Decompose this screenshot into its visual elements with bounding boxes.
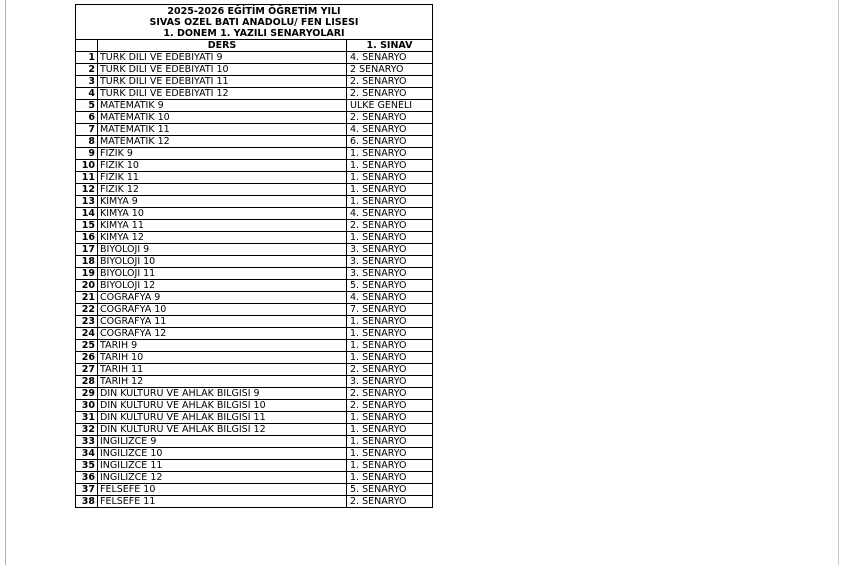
table-row [76, 280, 433, 292]
page-edge-left [5, 0, 6, 565]
course-name: MATEMATİK 12 [98, 136, 347, 148]
table-row [76, 148, 433, 160]
row-number: 19 [76, 268, 98, 280]
table-row [76, 244, 433, 256]
header-row [76, 40, 433, 52]
course-name: TARİH 11 [98, 364, 347, 376]
table-row [76, 424, 433, 436]
exam-scenario-table [75, 4, 433, 508]
exam-scenario: 1. SENARYO [347, 460, 433, 472]
course-name: KİMYA 10 [98, 208, 347, 220]
row-number: 20 [76, 280, 98, 292]
title-row-3 [76, 28, 433, 40]
course-name: BİYOLOJİ 11 [98, 268, 347, 280]
course-name: TÜRK DİLİ VE EDEBİYATI 9 [98, 52, 347, 64]
table-row [76, 400, 433, 412]
course-name: TARİH 9 [98, 340, 347, 352]
table-row [76, 88, 433, 100]
table-row [76, 376, 433, 388]
row-number: 9 [76, 148, 98, 160]
row-number: 3 [76, 76, 98, 88]
row-number: 2 [76, 64, 98, 76]
row-number: 17 [76, 244, 98, 256]
course-name: BİYOLOJİ 12 [98, 280, 347, 292]
row-number: 26 [76, 352, 98, 364]
title-line-3: 1. DÖNEM 1. YAZILI SENARYOLARI [76, 28, 433, 40]
table-row [76, 232, 433, 244]
header-ders: DERS [98, 40, 347, 52]
course-name: KİMYA 12 [98, 232, 347, 244]
exam-scenario: 1. SENARYO [347, 352, 433, 364]
course-name: FELSEFE 10 [98, 484, 347, 496]
row-number: 8 [76, 136, 98, 148]
row-number: 6 [76, 112, 98, 124]
exam-scenario: 3. SENARYO [347, 256, 433, 268]
row-number: 38 [76, 496, 98, 508]
header-sinav: 1. SINAV [347, 40, 433, 52]
row-number: 35 [76, 460, 98, 472]
table-row [76, 112, 433, 124]
course-name: KİMYA 9 [98, 196, 347, 208]
table-row [76, 364, 433, 376]
table-row [76, 196, 433, 208]
row-number: 21 [76, 292, 98, 304]
table-row [76, 256, 433, 268]
course-name: İNGİLİZCE 12 [98, 472, 347, 484]
exam-scenario: 5. SENARYO [347, 484, 433, 496]
table-row [76, 412, 433, 424]
row-number: 1 [76, 52, 98, 64]
table-row [76, 52, 433, 64]
title-row-1 [76, 5, 433, 18]
exam-scenario: 4. SENARYO [347, 124, 433, 136]
exam-scenario: 2. SENARYO [347, 88, 433, 100]
course-name: COĞRAFYA 12 [98, 328, 347, 340]
title-line-1: 2025-2026 EĞİTİM ÖĞRETİM YILI [76, 5, 433, 18]
exam-scenario: 1. SENARYO [347, 340, 433, 352]
exam-scenario: 1. SENARYO [347, 316, 433, 328]
course-name: FİZİK 12 [98, 184, 347, 196]
course-name: TÜRK DİLİ VE EDEBİYATI 11 [98, 76, 347, 88]
row-number: 34 [76, 448, 98, 460]
table-row [76, 436, 433, 448]
exam-scenario: 1. SENARYO [347, 448, 433, 460]
table-row [76, 160, 433, 172]
exam-scenario: 2. SENARYO [347, 364, 433, 376]
exam-scenario: 3. SENARYO [347, 268, 433, 280]
row-number: 30 [76, 400, 98, 412]
exam-scenario: 2. SENARYO [347, 112, 433, 124]
row-number: 10 [76, 160, 98, 172]
exam-scenario: ÜLKE GENELİ [347, 100, 433, 112]
exam-scenario: 1. SENARYO [347, 328, 433, 340]
course-name: FELSEFE 11 [98, 496, 347, 508]
exam-scenario: 2. SENARYO [347, 76, 433, 88]
exam-scenario: 1. SENARYO [347, 436, 433, 448]
course-name: DİN KÜLTÜRÜ VE AHLAK BİLGİSİ 10 [98, 400, 347, 412]
exam-scenario: 1. SENARYO [347, 232, 433, 244]
row-number: 11 [76, 172, 98, 184]
exam-scenario: 1. SENARYO [347, 172, 433, 184]
exam-scenario: 1. SENARYO [347, 412, 433, 424]
table-row [76, 340, 433, 352]
course-name: MATEMATİK 11 [98, 124, 347, 136]
exam-scenario: 2 SENARYO [347, 64, 433, 76]
table-row [76, 460, 433, 472]
course-name: TÜRK DİLİ VE EDEBİYATI 10 [98, 64, 347, 76]
row-number: 15 [76, 220, 98, 232]
exam-scenario: 6. SENARYO [347, 136, 433, 148]
table-row [76, 448, 433, 460]
exam-scenario: 1. SENARYO [347, 148, 433, 160]
title-row-2 [76, 17, 433, 28]
course-name: İNGİLİZCE 9 [98, 436, 347, 448]
exam-scenario: 1. SENARYO [347, 424, 433, 436]
table-row [76, 496, 433, 508]
course-name: TARİH 10 [98, 352, 347, 364]
title-line-2: SİVAS ÖZEL BATI ANADOLU/ FEN LİSESİ [76, 17, 433, 28]
exam-scenario: 2. SENARYO [347, 220, 433, 232]
table-row [76, 64, 433, 76]
exam-scenario: 1. SENARYO [347, 196, 433, 208]
table-row [76, 316, 433, 328]
table-row [76, 484, 433, 496]
row-number: 29 [76, 388, 98, 400]
exam-scenario: 1. SENARYO [347, 184, 433, 196]
course-name: MATEMATİK 9 [98, 100, 347, 112]
course-name: DİN KÜLTÜRÜ VE AHLAK BİLGİSİ 11 [98, 412, 347, 424]
table-row [76, 100, 433, 112]
exam-scenario: 1. SENARYO [347, 160, 433, 172]
course-name: COĞRAFYA 11 [98, 316, 347, 328]
course-name: BİYOLOJİ 10 [98, 256, 347, 268]
table-row [76, 76, 433, 88]
exam-scenario: 3. SENARYO [347, 244, 433, 256]
row-number: 13 [76, 196, 98, 208]
exam-scenario: 2. SENARYO [347, 388, 433, 400]
row-number: 18 [76, 256, 98, 268]
course-name: COĞRAFYA 10 [98, 304, 347, 316]
course-name: İNGİLİZCE 10 [98, 448, 347, 460]
table-row [76, 172, 433, 184]
row-number: 24 [76, 328, 98, 340]
exam-scenario: 4. SENARYO [347, 52, 433, 64]
table-row [76, 352, 433, 364]
exam-scenario: 2. SENARYO [347, 400, 433, 412]
row-number: 36 [76, 472, 98, 484]
row-number: 25 [76, 340, 98, 352]
table-row [76, 136, 433, 148]
course-name: DİN KÜLTÜRÜ VE AHLAK BİLGİSİ 12 [98, 424, 347, 436]
exam-scenario: 5. SENARYO [347, 280, 433, 292]
exam-scenario: 4. SENARYO [347, 292, 433, 304]
course-name: BİYOLOJİ 9 [98, 244, 347, 256]
table-row [76, 388, 433, 400]
course-name: COĞRAFYA 9 [98, 292, 347, 304]
course-name: DİN KÜLTÜRÜ VE AHLAK BİLGİSİ 9 [98, 388, 347, 400]
page-edge-right [838, 0, 839, 565]
row-number: 12 [76, 184, 98, 196]
course-name: FİZİK 10 [98, 160, 347, 172]
row-number: 32 [76, 424, 98, 436]
row-number: 33 [76, 436, 98, 448]
table-row [76, 328, 433, 340]
row-number: 23 [76, 316, 98, 328]
header-num [76, 40, 98, 52]
row-number: 37 [76, 484, 98, 496]
row-number: 31 [76, 412, 98, 424]
row-number: 22 [76, 304, 98, 316]
table-row [76, 268, 433, 280]
row-number: 27 [76, 364, 98, 376]
table-row [76, 208, 433, 220]
course-name: FİZİK 11 [98, 172, 347, 184]
row-number: 28 [76, 376, 98, 388]
course-name: KİMYA 11 [98, 220, 347, 232]
table-row [76, 220, 433, 232]
exam-scenario: 2. SENARYO [347, 496, 433, 508]
exam-scenario: 7. SENARYO [347, 304, 433, 316]
course-name: TÜRK DİLİ VE EDEBİYATI 12 [98, 88, 347, 100]
row-number: 5 [76, 100, 98, 112]
table-body [76, 5, 433, 508]
table-row [76, 292, 433, 304]
table-row [76, 472, 433, 484]
exam-scenario: 1. SENARYO [347, 472, 433, 484]
course-name: FİZİK 9 [98, 148, 347, 160]
table-row [76, 304, 433, 316]
table-row [76, 124, 433, 136]
course-name: TARİH 12 [98, 376, 347, 388]
exam-scenario: 3. SENARYO [347, 376, 433, 388]
table-row [76, 184, 433, 196]
row-number: 16 [76, 232, 98, 244]
exam-scenario: 4. SENARYO [347, 208, 433, 220]
row-number: 4 [76, 88, 98, 100]
row-number: 14 [76, 208, 98, 220]
course-name: MATEMATİK 10 [98, 112, 347, 124]
row-number: 7 [76, 124, 98, 136]
course-name: İNGİLİZCE 11 [98, 460, 347, 472]
